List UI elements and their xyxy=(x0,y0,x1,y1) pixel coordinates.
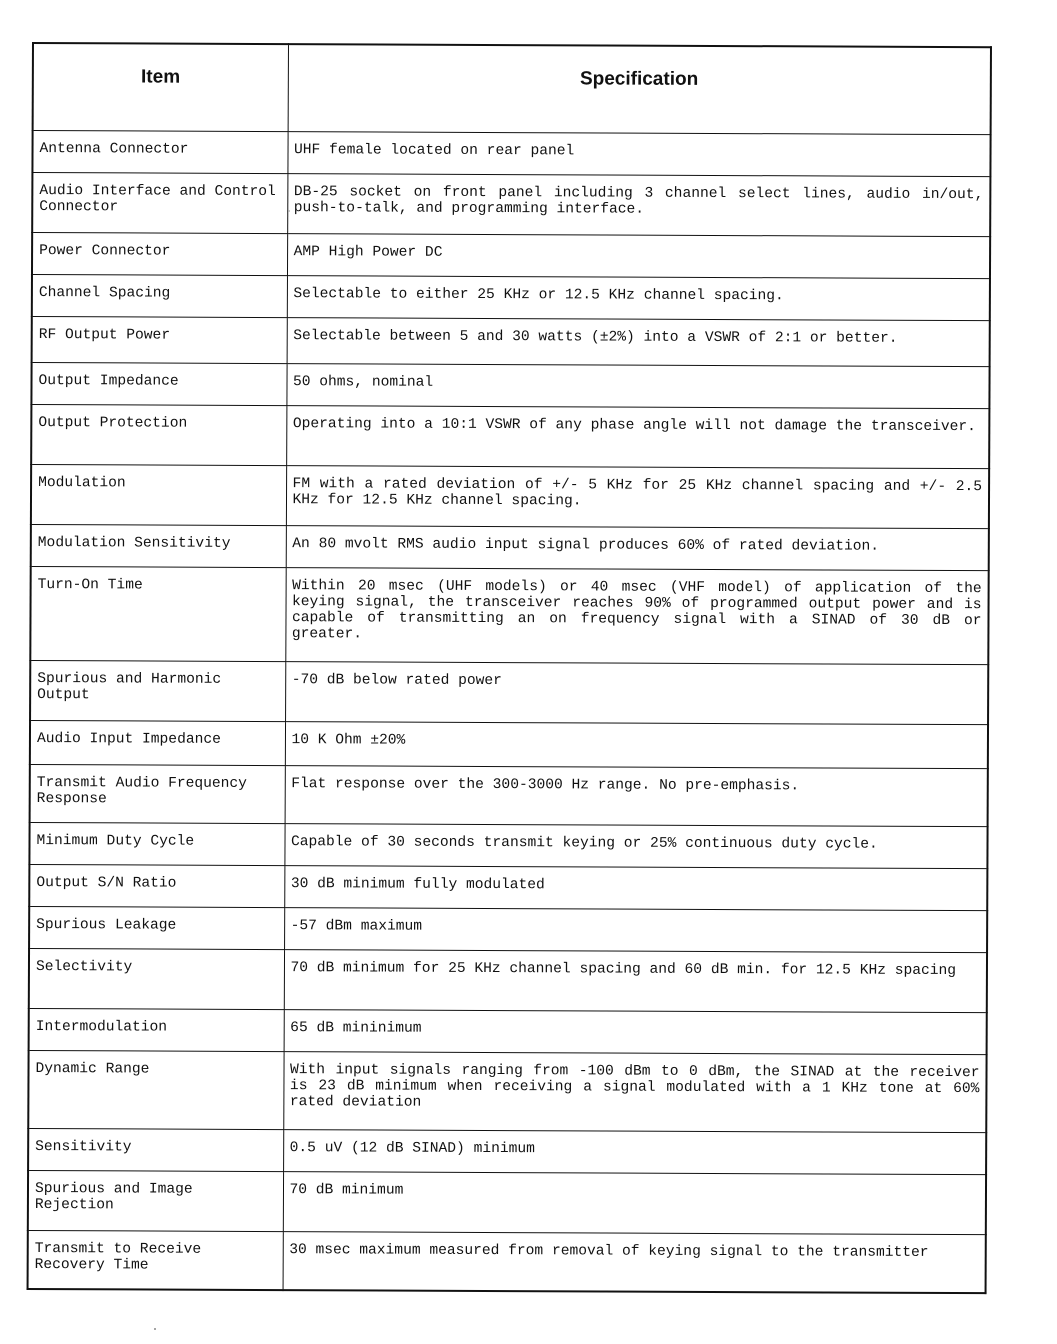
item-cell: RF Output Power xyxy=(32,317,287,364)
spec-cell: With input signals ranging from -100 dBm to 0 dBm, the SINAD at the receiver is 23 dB minimum when receiving a signal modulated with a 1 KHz tone at 60% rated deviation xyxy=(283,1052,986,1133)
spec-cell: 10 K Ohm ±20% xyxy=(285,722,988,769)
table-row xyxy=(29,822,987,868)
table-row xyxy=(28,1170,986,1234)
spec-cell: 70 dB minimum for 25 KHz channel spacing and 60 dB min. for 12.5 KHz spacing xyxy=(284,950,987,1013)
table-row xyxy=(29,1008,987,1054)
item-cell: Sensitivity xyxy=(28,1128,283,1171)
item-cell: Intermodulation xyxy=(29,1008,284,1051)
spec-cell: 0.5 uV (12 dB SINAD) minimum xyxy=(283,1130,986,1175)
scan-speck xyxy=(154,1328,156,1330)
table-row xyxy=(28,1128,986,1174)
spec-cell: Within 20 msec (UHF models) or 40 msec (VHF model) of application of the keying signal, the transceiver reaches 90% of programmed output power and is capable of transmitting an on frequency signal with a SINAD of 30 dB or greater. xyxy=(285,568,988,665)
item-cell: Output Impedance xyxy=(31,363,286,406)
item-cell: Transmit Audio Frequency Response xyxy=(30,764,285,823)
spec-cell: 30 msec maximum measured from removal of keying signal to the transmitter xyxy=(283,1232,986,1293)
item-column-header: Item xyxy=(33,43,288,132)
item-cell: Minimum Duty Cycle xyxy=(29,822,284,865)
item-cell: Turn-On Time xyxy=(30,566,285,661)
table-row xyxy=(30,660,988,724)
table-row xyxy=(32,173,990,237)
item-cell: Transmit to Receive Recovery Time xyxy=(28,1230,283,1289)
spec-cell: Operating into a 10:1 VSWR of any phase angle will not damage the transceiver. xyxy=(286,406,989,469)
table-row xyxy=(31,363,989,409)
spec-cell: -57 dBm maximum xyxy=(284,908,987,953)
item-cell: Modulation Sensitivity xyxy=(31,524,286,567)
table-row xyxy=(32,275,990,321)
item-cell: Audio Input Impedance xyxy=(30,720,285,765)
table-row xyxy=(28,1230,986,1292)
spec-cell: An 80 mvolt RMS audio input signal produces 60% of rated deviation. xyxy=(286,526,989,571)
table-row xyxy=(29,906,987,952)
item-cell: Spurious and Harmonic Output xyxy=(30,660,285,721)
spec-cell: -70 dB below rated power xyxy=(285,662,988,725)
item-cell: Spurious and Image Rejection xyxy=(28,1170,283,1231)
spec-cell: 50 ohms, nominal xyxy=(286,364,989,409)
item-cell: Selectivity xyxy=(29,948,284,1009)
spec-cell: FM with a rated deviation of +/- 5 KHz for 25 KHz channel spacing and +/- 2.5 KHz for 12.5 KHz channel spacing. xyxy=(286,466,989,529)
spec-cell: AMP High Power DC xyxy=(287,234,990,279)
item-cell: Antenna Connector xyxy=(32,131,287,174)
spec-cell: 30 dB minimum fully modulated xyxy=(284,866,987,911)
spec-cell: Capable of 30 seconds transmit keying or 25% continuous duty cycle. xyxy=(284,824,987,869)
table-row xyxy=(29,948,987,1012)
header-row xyxy=(33,43,991,135)
specification-column-header: Specification xyxy=(288,44,991,135)
item-cell: Power Connector xyxy=(32,233,287,276)
item-cell: Spurious Leakage xyxy=(29,906,284,949)
spec-cell: 70 dB minimum xyxy=(283,1172,986,1235)
scan-speck xyxy=(288,210,290,212)
table-row xyxy=(31,405,989,469)
item-cell: Output Protection xyxy=(31,405,286,466)
item-cell: Channel Spacing xyxy=(32,275,287,318)
spec-cell: UHF female located on rear panel xyxy=(287,132,990,177)
table-row xyxy=(30,764,988,826)
item-cell: Dynamic Range xyxy=(28,1050,283,1129)
item-cell: Audio Interface and Control Connector xyxy=(32,173,287,234)
table-row xyxy=(32,317,990,367)
table-row xyxy=(29,864,987,910)
table-row xyxy=(30,566,988,664)
table-row xyxy=(31,524,989,570)
spec-cell: Selectable to either 25 KHz or 12.5 KHz channel spacing. xyxy=(287,276,990,321)
item-cell: Modulation xyxy=(31,465,286,526)
table-row xyxy=(32,233,990,279)
table-row xyxy=(28,1050,986,1132)
spec-cell: 65 dB mininimum xyxy=(284,1010,987,1055)
specification-table xyxy=(27,42,992,1294)
spec-cell: Selectable between 5 and 30 watts (±2%) into a VSWR of 2:1 or better. xyxy=(287,318,990,367)
table-row xyxy=(31,465,989,529)
spec-cell: DB-25 socket on front panel including 3 channel select lines, audio in/out, push-to-talk, and programming interface. xyxy=(287,174,990,237)
item-cell: Output S/N Ratio xyxy=(29,864,284,907)
table-row xyxy=(32,131,990,177)
spec-cell: Flat response over the 300-3000 Hz range. No pre-emphasis. xyxy=(285,766,988,827)
table-row xyxy=(30,720,988,768)
